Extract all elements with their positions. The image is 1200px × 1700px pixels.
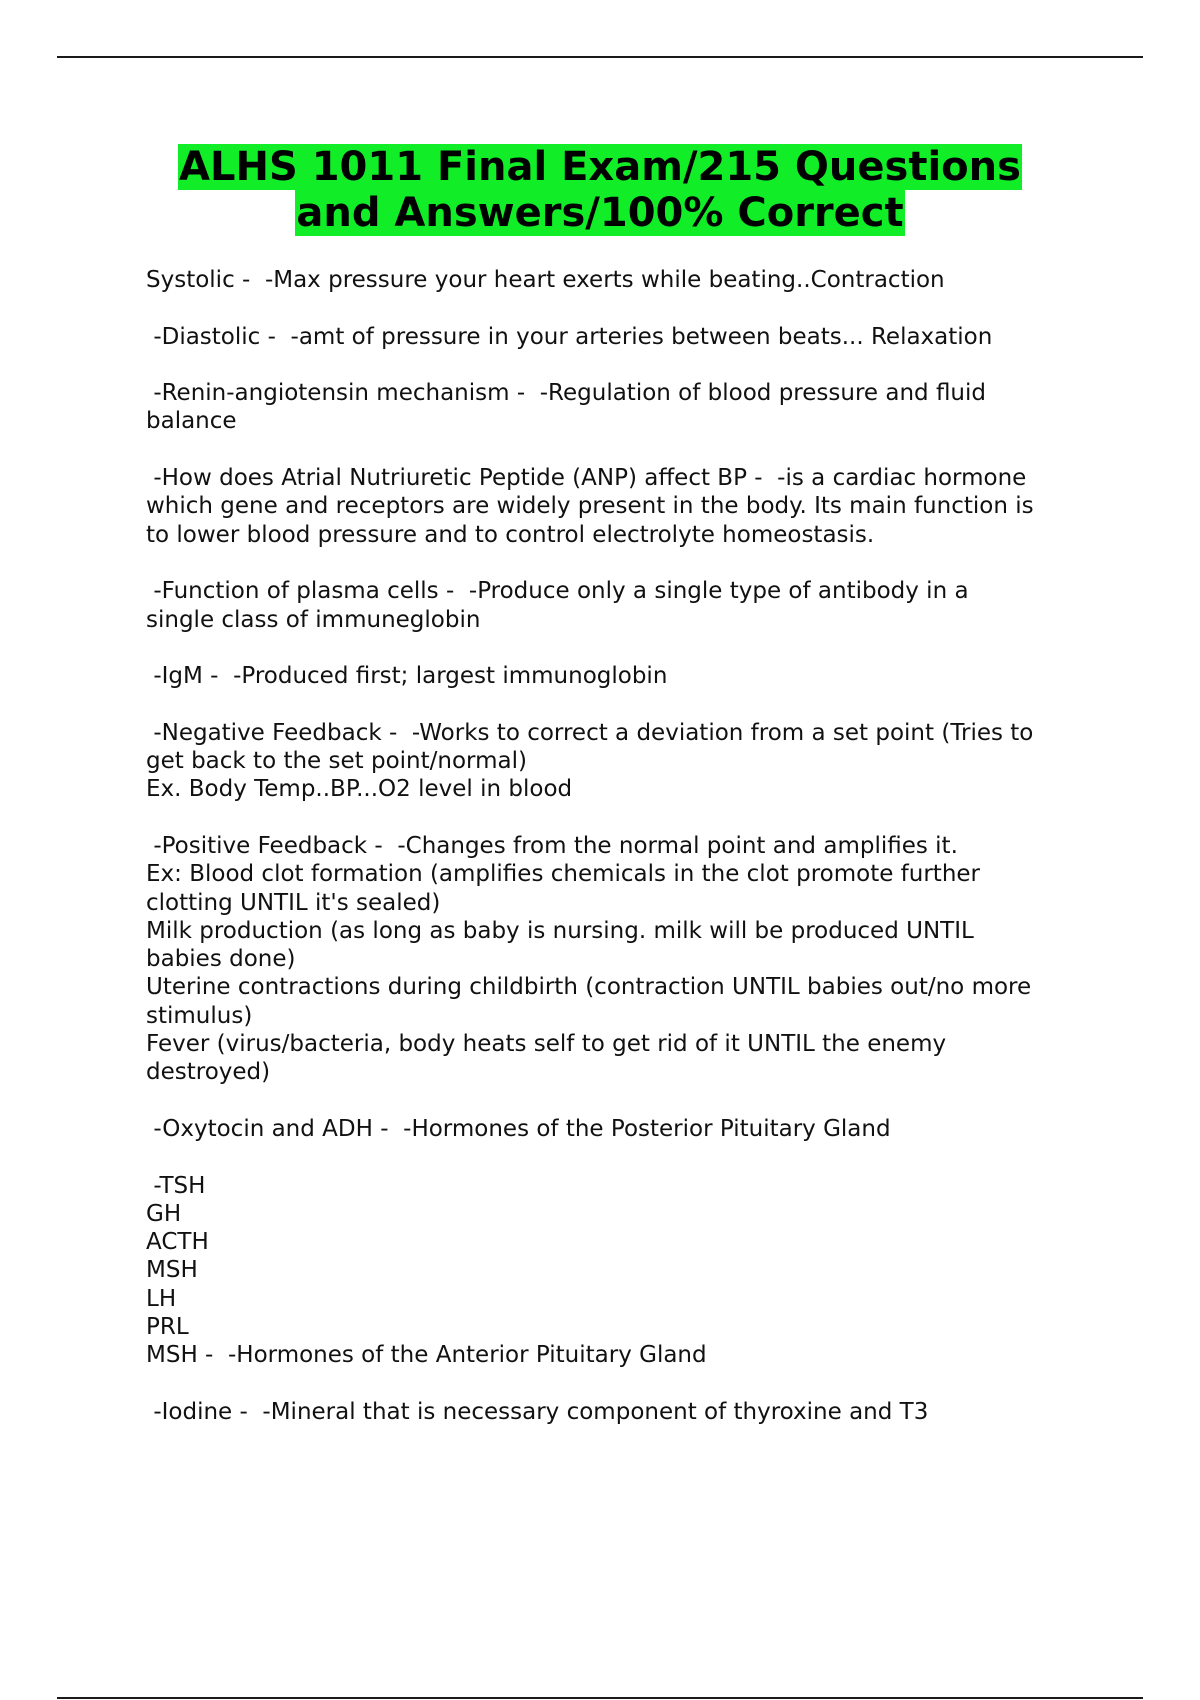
document-body xyxy=(146,266,1096,1454)
qa-entry xyxy=(146,1115,1096,1143)
entry-line: Ex. Body Temp..BP...O2 level in blood xyxy=(146,776,573,803)
title-line-2: and Answers/100% Correct xyxy=(296,190,904,236)
qa-entry xyxy=(146,1398,1096,1426)
entry-line: -Renin-angiotensin mechanism - -Regulation of blood pressure and fluid xyxy=(146,380,986,407)
entry-line: Ex: Blood clot formation (amplifies chemicals in the clot promote further xyxy=(146,861,981,888)
entry-line: PRL xyxy=(146,1313,189,1340)
entry-line: -Diastolic - -amt of pressure in your arteries between beats... Relaxation xyxy=(146,323,993,350)
entry-line: stimulus) xyxy=(146,1002,253,1029)
entry-line: LH xyxy=(146,1285,177,1312)
top-rule xyxy=(57,56,1143,58)
qa-entry xyxy=(146,719,1096,804)
entry-line: Systolic - -Max pressure your heart exerts while beating..Contraction xyxy=(146,267,945,293)
entry-line: babies done) xyxy=(146,946,296,973)
entry-line: -Oxytocin and ADH - -Hormones of the Posterior Pituitary Gland xyxy=(146,1115,891,1142)
entry-line: destroyed) xyxy=(146,1059,271,1086)
document-title xyxy=(0,144,1200,236)
entry-line: -Negative Feedback - -Works to correct a deviation from a set point (Tries to xyxy=(146,719,1034,746)
title-line-1: ALHS 1011 Final Exam/215 Questions xyxy=(179,144,1021,190)
entry-line: -Iodine - -Mineral that is necessary component of thyroxine and T3 xyxy=(146,1398,929,1425)
entry-line: to lower blood pressure and to control electrolyte homeostasis. xyxy=(146,521,875,548)
entry-line: GH xyxy=(146,1200,182,1227)
entry-line: -How does Atrial Nutriuretic Peptide (ANP) affect BP - -is a cardiac hormone xyxy=(146,465,1027,492)
qa-entry xyxy=(146,662,1096,690)
entry-line: clotting UNTIL it's sealed) xyxy=(146,889,441,916)
entry-line: Uterine contractions during childbirth (contraction UNTIL babies out/no more xyxy=(146,974,1032,1001)
entry-line: -TSH xyxy=(146,1172,206,1199)
entry-line: MSH xyxy=(146,1257,198,1284)
entry-line: Milk production (as long as baby is nursing. milk will be produced UNTIL xyxy=(146,917,974,944)
entry-line: which gene and receptors are widely present in the body. Its main function is xyxy=(146,493,1034,520)
qa-entry xyxy=(146,1172,1096,1370)
qa-entry xyxy=(146,832,1096,1087)
entry-line: balance xyxy=(146,408,237,435)
bottom-rule xyxy=(57,1697,1143,1699)
entry-line: single class of immuneglobin xyxy=(146,606,481,633)
qa-entry xyxy=(146,379,1096,436)
entry-line: get back to the set point/normal) xyxy=(146,748,527,775)
entry-line: Fever (virus/bacteria, body heats self to get rid of it UNTIL the enemy xyxy=(146,1031,947,1058)
entry-line: ACTH xyxy=(146,1229,209,1256)
qa-entry xyxy=(146,323,1096,351)
entry-line: -Positive Feedback - -Changes from the normal point and amplifies it. xyxy=(146,832,958,859)
entry-line: -IgM - -Produced first; largest immunoglobin xyxy=(146,663,668,690)
qa-entry xyxy=(146,266,1096,294)
entry-line: MSH - -Hormones of the Anterior Pituitary Gland xyxy=(146,1342,707,1369)
qa-entry xyxy=(146,577,1096,634)
qa-entry xyxy=(146,464,1096,549)
entry-line: -Function of plasma cells - -Produce only a single type of antibody in a xyxy=(146,578,969,605)
